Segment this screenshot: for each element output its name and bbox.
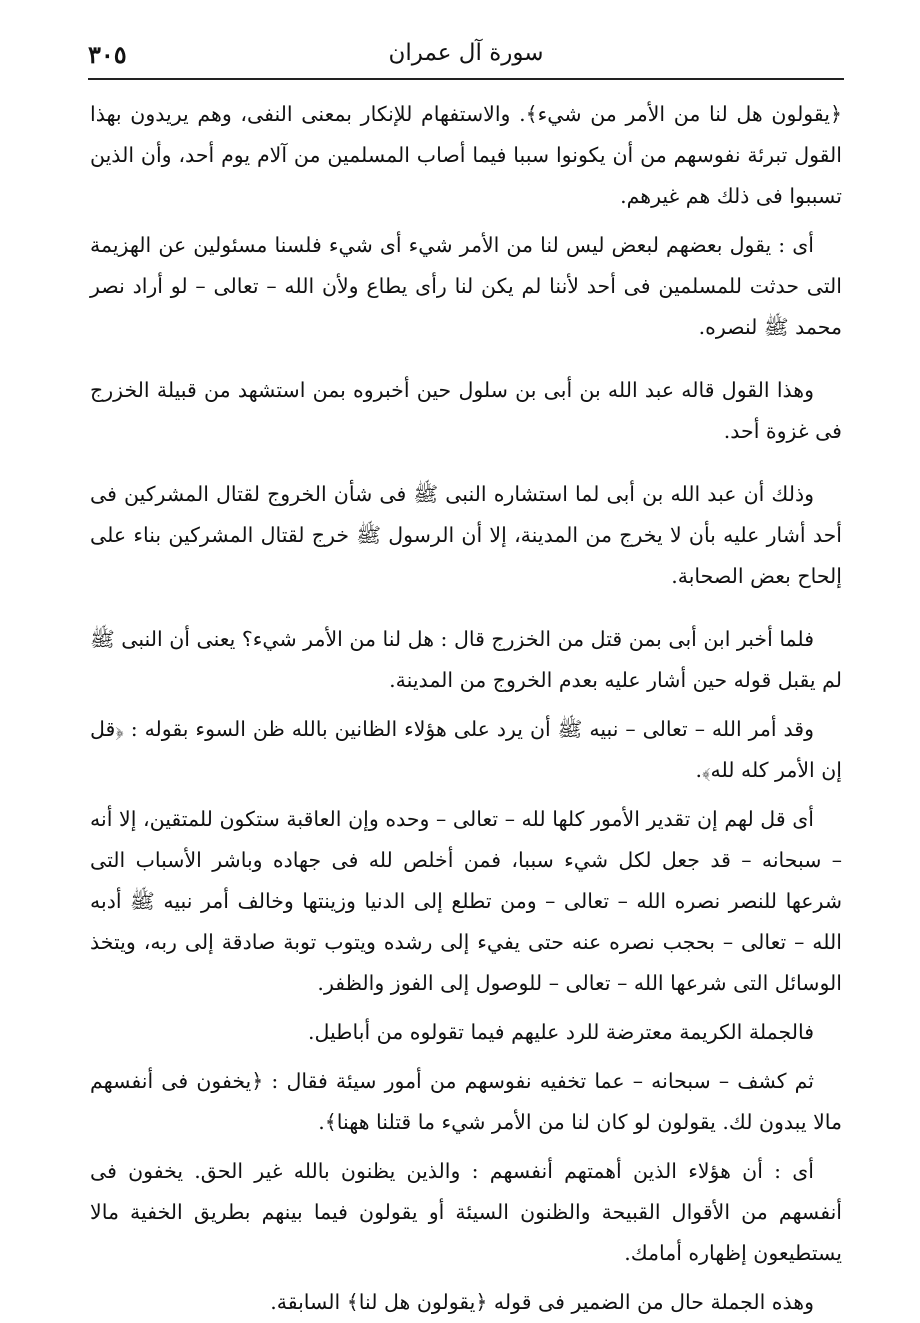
paragraph-10: أى : أن هؤلاء الذين أهمتهم أنفسهم : والذين يظنون بالله غير الحق. يخفون فى أنفسهم من الأقوال القبيحة والظنون السيئة أو يقولون فيما بينهم بطريق الخفية مالا يستطيعون إظهاره أمامك. xyxy=(90,1159,842,1265)
paragraph-4: وذلك أن عبد الله بن أبى لما استشاره النبى ﷺ فى شأن الخروج لقتال المشركين فى أحد أشار عليه بأن لا يخرج من المدينة، إلا أن الرسول ﷺ خرج لقتال المشركين بناء على إلحاح بعض الصحابة. xyxy=(90,482,842,588)
paragraph-5: فلما أخبر ابن أبى بمن قتل من الخزرج قال : هل لنا من الأمر شيء؟ يعنى أن النبى ﷺ لم يقبل قوله حين أشار عليه بعدم الخروج من المدينة. xyxy=(90,627,842,692)
paragraph-2: أى : يقول بعضهم لبعض ليس لنا من الأمر شيء أى شيء فلسنا مسئولين عن الهزيمة التى حدثت للمسلمين فى أحد لأننا لم يكن لنا رأى يطاع ولأن الله – تعالى – لو أراد نصر محمد ﷺ لنصره. xyxy=(90,233,842,339)
paragraph-6: وقد أمر الله – تعالى – نبيه ﷺ أن يرد على هؤلاء الظانين بالله ظن السوء بقوله : ﴿قل إن الأمر كله لله﴾. xyxy=(90,717,842,782)
page-body xyxy=(90,94,842,1323)
page-title: سورة آل عمران xyxy=(388,40,544,66)
header-divider xyxy=(88,78,844,80)
page-number: ٣٠٥ xyxy=(88,40,127,69)
paragraph-1: ﴿يقولون هل لنا من الأمر من شيء﴾. والاستفهام للإنكار بمعنى النفى، وهم يريدون بهذا القول تبرئة نفوسهم من أن يكونوا سببا فيما أصاب المسلمين من آلام يوم أحد، وأن الذين تسببوا فى ذلك هم غيرهم. xyxy=(90,102,842,208)
paragraph-8: فالجملة الكريمة معترضة للرد عليهم فيما تقولوه من أباطيل. xyxy=(307,1020,814,1044)
page-header xyxy=(88,36,844,76)
paragraph-9: ثم كشف – سبحانه – عما تخفيه نفوسهم من أمور سيئة فقال : ﴿يخفون فى أنفسهم مالا يبدون لك. يقولون لو كان لنا من الأمر شيء ما قتلنا ههنا﴾. xyxy=(90,1069,842,1134)
paragraph-3: وهذا القول قاله عبد الله بن أبى بن سلول حين أخبروه بمن استشهد من قبيلة الخزرج فى غزوة أحد. xyxy=(90,378,842,443)
paragraph-7: أى قل لهم إن تقدير الأمور كلها لله – تعالى – وحده وإن العاقبة ستكون للمتقين، إلا أنه – سبحانه – قد جعل لكل شيء سببا، فمن أخلص لله فى جهاده وباشر الأسباب التى شرعها للنصر نصره الله – تعالى – ومن تطلع إلى الدنيا وزينتها وخالف أمر نبيه ﷺ أدبه الله – تعالى – بحجب نصره عنه حتى يفيء إلى رشده ويتوب توبة صادقة إلى ربه، ويتخذ الوسائل التى شرعها الله – تعالى – للوصول إلى الفوز والظفر. xyxy=(90,807,842,995)
paragraph-11: وهذه الجملة حال من الضمير فى قوله ﴿يقولون هل لنا﴾ السابقة. xyxy=(270,1290,814,1314)
